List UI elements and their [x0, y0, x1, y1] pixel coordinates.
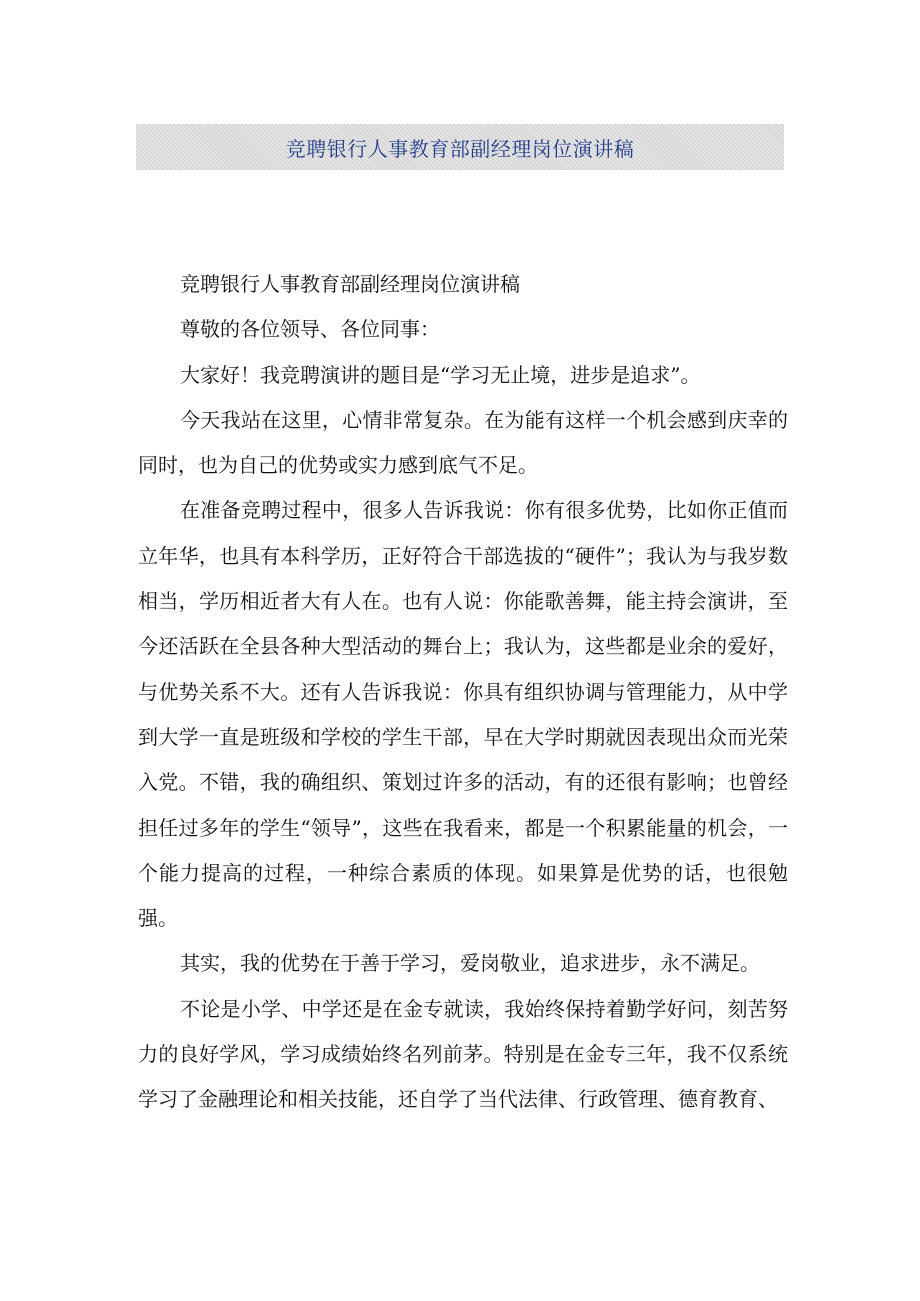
paragraph-study-history: 不论是小学、中学还是在金专就读，我始终保持着勤学好问，刻苦努力的良好学风，学习成绩始终名列前茅。特别是在金专三年，我不仅系统学习了金融理论和相关技能，还自学了当代法律、行政管理、德育教育、 — [138, 996, 788, 1112]
paragraph-advantages-discussion: 在准备竞聘过程中，很多人告诉我说：你有很多优势，比如你正值而立年华，也具有本科学历，正好符合干部选拔的“硬件”；我认为与我岁数相当，学历相近者大有人在。也有人说：你能歌善舞，能主持会演讲，至今还活跃在全县各种大型活动的舞台上；我认为，这些都是业余的爱好，与优势关系不大。还有人告诉我说：你具有组织协调与管理能力，从中学到大学一直是班级和学校的学生干部，早在大学时期就因表现出众而光荣入党。不错，我的确组织、策划过许多的活动，有的还很有影响；也曾经担任过多年的学生“领导”，这些在我看来，都是一个积累能量的机会，一个能力提高的过程，一种综合素质的体现。如果算是优势的话，也很勉强。 — [138, 498, 788, 931]
document-body — [138, 262, 788, 1123]
paragraph-salutation: 尊敬的各位领导、各位同事： — [180, 317, 440, 342]
paragraph-greeting: 大家好！我竞聘演讲的题目是“学习无止境，进步是追求”。 — [180, 362, 701, 387]
paragraph-speech-title: 竞聘银行人事教育部副经理岗位演讲稿 — [180, 272, 520, 296]
document-title: 竞聘银行人事教育部副经理岗位演讲稿 — [285, 136, 635, 161]
paragraph-true-advantage: 其实，我的优势在于善于学习，爱岗敬业，追求进步，永不满足。 — [180, 951, 760, 976]
paragraph-feelings: 今天我站在这里，心情非常复杂。在为能有这样一个机会感到庆幸的同时，也为自己的优势或实力感到底气不足。 — [138, 407, 788, 478]
title-banner — [136, 124, 784, 170]
